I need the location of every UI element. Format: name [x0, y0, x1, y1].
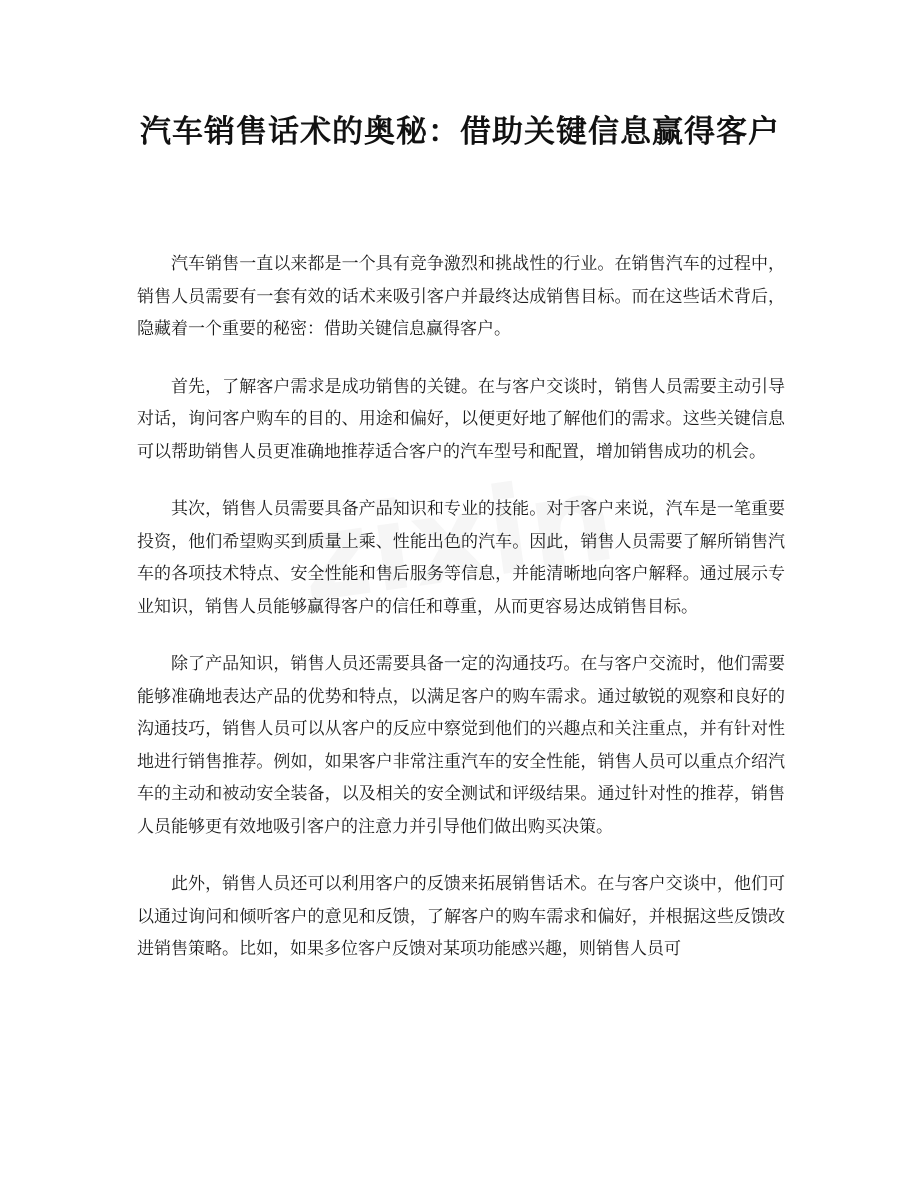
document-body	[137, 248, 785, 991]
document-title: 汽车销售话术的奥秘：借助关键信息赢得客户	[140, 114, 780, 150]
paragraph-4: 除了产品知识，销售人员还需要具备一定的沟通技巧。在与客户交流时，他们需要能够准确地表达产品的优势和特点，以满足客户的购车需求。通过敏锐的观察和良好的沟通技巧，销售人员可以从客户的反应中察觉到他们的兴趣点和关注重点，并有针对性地进行销售推荐。例如，如果客户非常注重汽车的安全性能，销售人员可以重点介绍汽车的主动和被动安全装备，以及相关的安全测试和评级结果。通过针对性的推荐，销售人员能够更有效地吸引客户的注意力并引导他们做出购买决策。	[137, 654, 785, 837]
paragraph-3: 其次，销售人员需要具备产品知识和专业的技能。对于客户来说，汽车是一笔重要投资，他们希望购买到质量上乘、性能出色的汽车。因此，销售人员需要了解所销售汽车的各项技术特点、安全性能和售后服务等信息，并能清晰地向客户解释。通过展示专业知识，销售人员能够赢得客户的信任和尊重，从而更容易达成销售目标。	[137, 499, 785, 617]
paragraph-1: 汽车销售一直以来都是一个具有竞争激烈和挑战性的行业。在销售汽车的过程中，销售人员需要有一套有效的话术来吸引客户并最终达成销售目标。而在这些话术背后，隐藏着一个重要的秘密：借助关键信息赢得客户。	[137, 254, 785, 339]
paragraph-2: 首先，了解客户需求是成功销售的关键。在与客户交谈时，销售人员需要主动引导对话，询问客户购车的目的、用途和偏好，以便更好地了解他们的需求。这些关键信息可以帮助销售人员更准确地推荐适合客户的汽车型号和配置，增加销售成功的机会。	[137, 376, 785, 462]
paragraph-5: 此外，销售人员还可以利用客户的反馈来拓展销售话术。在与客户交谈中，他们可以通过询问和倾听客户的意见和反馈，了解客户的购车需求和偏好，并根据这些反馈改进销售策略。比如，如果多位客户反馈对某项功能感兴趣，则销售人员可	[137, 874, 785, 959]
